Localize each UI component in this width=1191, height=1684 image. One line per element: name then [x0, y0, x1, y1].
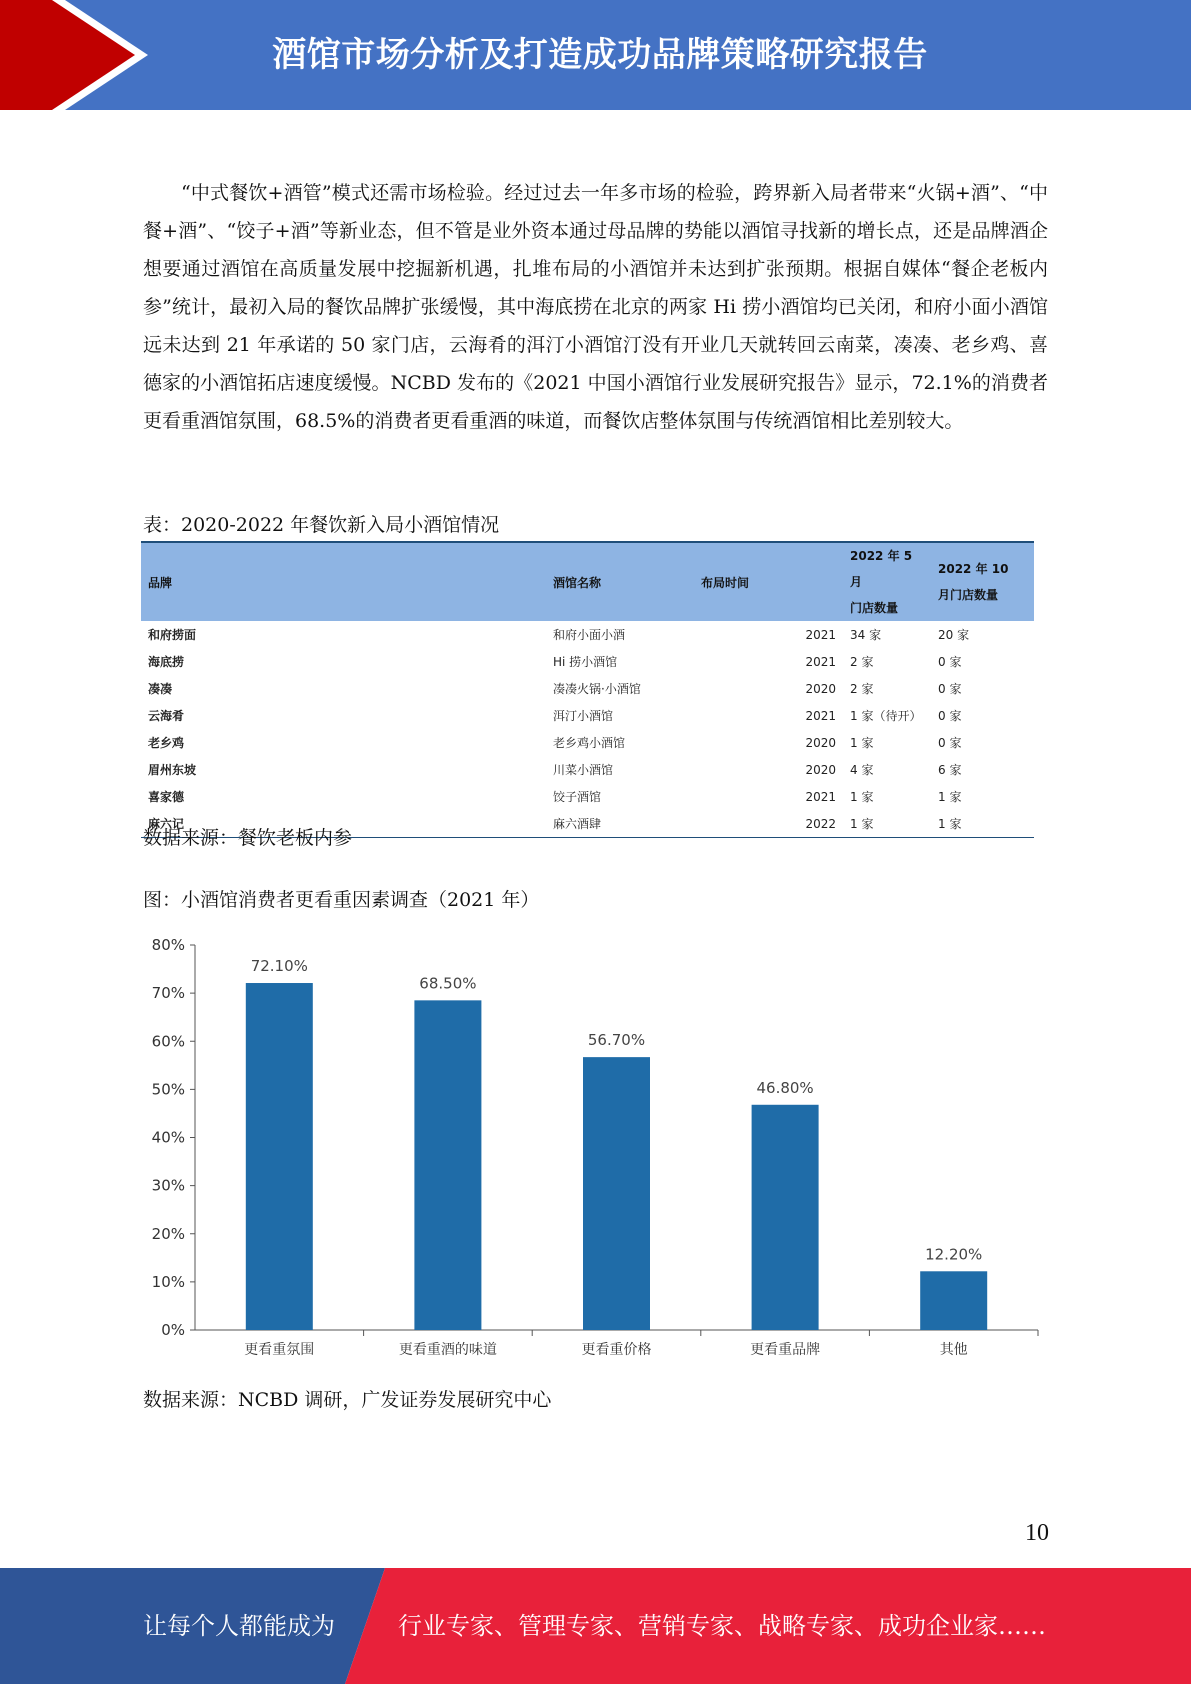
- y-tick-label: 60%: [151, 1032, 185, 1051]
- cell-may: 1 家: [850, 790, 874, 804]
- cell-oct: 0 家: [938, 709, 962, 723]
- stores-table: [141, 541, 1034, 838]
- footer-slogan-left: 让每个人都能成为: [143, 1612, 335, 1640]
- table-row: [141, 648, 1034, 675]
- col-header-bar-name: 酒馆名称: [546, 542, 694, 621]
- bar: [246, 983, 313, 1330]
- cell-bar-name: 和府小面小酒: [553, 628, 626, 642]
- bar: [752, 1105, 819, 1330]
- bar-value-label: 72.10%: [250, 957, 308, 976]
- cell-brand: 云海肴: [148, 709, 185, 723]
- cell-brand: 和府捞面: [148, 628, 197, 642]
- cell-year: 2021: [805, 627, 836, 642]
- footer-slogan-right: 行业专家、管理专家、营销专家、战略专家、成功企业家……: [398, 1612, 1046, 1640]
- figure-source: 数据来源：NCBD 调研，广发证券发展研究中心: [143, 1389, 552, 1411]
- cell-year: 2021: [805, 708, 836, 723]
- table-caption: 表：2020-2022 年餐饮新入局小酒馆情况: [143, 514, 500, 536]
- page-number: 10: [1025, 1520, 1049, 1546]
- table-header-row: [141, 542, 1034, 621]
- y-tick-label: 40%: [151, 1128, 185, 1147]
- cell-oct: 0 家: [938, 682, 962, 696]
- y-tick-label: 50%: [151, 1080, 185, 1099]
- cell-may: 1 家: [843, 810, 931, 838]
- cell-bar-name: 凑凑火锅·小酒馆: [553, 682, 641, 696]
- cell-brand: 海底捞: [148, 655, 185, 669]
- cell-bar-name: 饺子酒馆: [553, 790, 602, 804]
- y-tick-label: 10%: [151, 1272, 185, 1291]
- y-tick-label: 0%: [161, 1321, 185, 1339]
- page-header: [0, 0, 1191, 110]
- cell-may: 4 家: [850, 763, 874, 777]
- cell-bar-name: 老乡鸡小酒馆: [553, 736, 626, 750]
- figure-caption: 图：小酒馆消费者更看重因素调查（2021 年）: [143, 889, 540, 911]
- cell-year: 2020: [805, 681, 836, 696]
- cell-bar-name: 洱汀小酒馆: [553, 709, 614, 723]
- table-row: [141, 621, 1034, 648]
- y-tick-label: 20%: [151, 1224, 185, 1243]
- cell-brand: 凑凑: [148, 682, 173, 696]
- x-tick-label: 更看重品牌: [750, 1342, 821, 1358]
- cell-oct: 0 家: [938, 736, 962, 750]
- col-header-may-stores: [843, 542, 931, 621]
- cell-brand: 麻六记: [141, 810, 546, 838]
- x-tick-label: 其他: [939, 1342, 968, 1358]
- col-header-oct-line2: 月门店数量: [938, 588, 999, 602]
- y-tick-label: 30%: [151, 1176, 185, 1195]
- col-header-layout-time: 布局时间: [694, 542, 843, 621]
- cell-oct: 6 家: [938, 763, 962, 777]
- table-row: [141, 675, 1034, 702]
- col-header-oct-stores: [931, 542, 1034, 621]
- cell-may: 1 家: [850, 736, 874, 750]
- bar-value-label: 56.70%: [587, 1031, 646, 1050]
- cell-year: 2022: [694, 810, 843, 838]
- bar: [414, 1000, 481, 1330]
- header-title: 酒馆市场分析及打造成功品牌策略研究报告: [272, 35, 928, 75]
- cell-may: 34 家: [850, 628, 882, 642]
- bar-value-label: 12.20%: [925, 1245, 983, 1264]
- table-row: [141, 756, 1034, 783]
- cell-bar-name: 川菜小酒馆: [553, 763, 614, 777]
- bar: [920, 1271, 987, 1330]
- cell-year: 2021: [805, 654, 836, 669]
- page-footer: [0, 1568, 1191, 1684]
- table-row: [141, 783, 1034, 810]
- cell-may: 2 家: [850, 682, 874, 696]
- col-header-oct-line1: 2022 年 10: [938, 562, 1009, 576]
- col-header-may-line2: 门店数量: [850, 601, 899, 615]
- cell-year: 2021: [805, 789, 836, 804]
- y-tick-label: 80%: [151, 936, 185, 954]
- cell-bar-name: Hi 捞小酒馆: [553, 655, 618, 669]
- cell-oct: 1 家: [931, 810, 1034, 838]
- bar-value-label: 46.80%: [756, 1078, 814, 1097]
- y-tick-label: 70%: [151, 984, 185, 1003]
- col-header-may-line1: 2022 年 5 月: [850, 549, 913, 589]
- bar: [583, 1057, 650, 1330]
- bar-value-label: 68.50%: [419, 974, 477, 993]
- cell-year: 2020: [805, 762, 836, 777]
- table-source: 数据来源：餐饮老板内参: [143, 827, 353, 849]
- body-paragraph: “中式餐饮+酒管”模式还需市场检验。经过过去一年多市场的检验，跨界新入局者带来“火锅+酒”、“中餐+酒”、“饺子+酒”等新业态，但不管是业外资本通过母品牌的势能以酒馆寻找新的增长点，还是品牌酒企想要通过酒馆在高质量发展中挖掘新机遇，扎堆布局的小酒馆并未达到扩张预期。根据自媒体“餐企老板内参”统计，最初入局的餐饮品牌扩张缓慢，其中海底捞在北京的两家 Hi 捞小酒馆均已关闭，和府小面小酒馆远未达到 21 年承诺的 50 家门店，云海肴的洱汀小酒馆汀没有开业几天就转回云南菜，凑凑、老乡鸡、喜德家的小酒馆拓店速度缓慢。NCBD 发布的《2021 中国小酒馆行业发展研究报告》显示，72.1%的消费者更看重酒馆氛围，68.5%的消费者更看重酒的味道，而餐饮店整体氛围与传统酒馆相比差别较大。: [143, 182, 1048, 432]
- x-tick-label: 更看重价格: [581, 1342, 652, 1358]
- bar-chart-svg: [133, 925, 1053, 1365]
- cell-brand: 喜家德: [148, 790, 185, 804]
- table-row: [141, 729, 1034, 756]
- cell-bar-name: 麻六酒肆: [546, 810, 694, 838]
- table-row: [141, 702, 1034, 729]
- cell-oct: 20 家: [938, 628, 970, 642]
- cell-brand: 眉州东坡: [148, 763, 197, 777]
- cell-may: 2 家: [850, 655, 874, 669]
- col-header-brand: 品牌: [141, 542, 546, 621]
- bar-chart: [133, 925, 1053, 1365]
- cell-brand: 老乡鸡: [148, 736, 185, 750]
- x-tick-label: 更看重氛围: [244, 1342, 315, 1358]
- cell-oct: 0 家: [938, 655, 962, 669]
- cell-may: 1 家（待开）: [850, 709, 922, 723]
- x-tick-label: 更看重酒的味道: [398, 1342, 497, 1358]
- cell-oct: 1 家: [938, 790, 962, 804]
- cell-year: 2020: [805, 735, 836, 750]
